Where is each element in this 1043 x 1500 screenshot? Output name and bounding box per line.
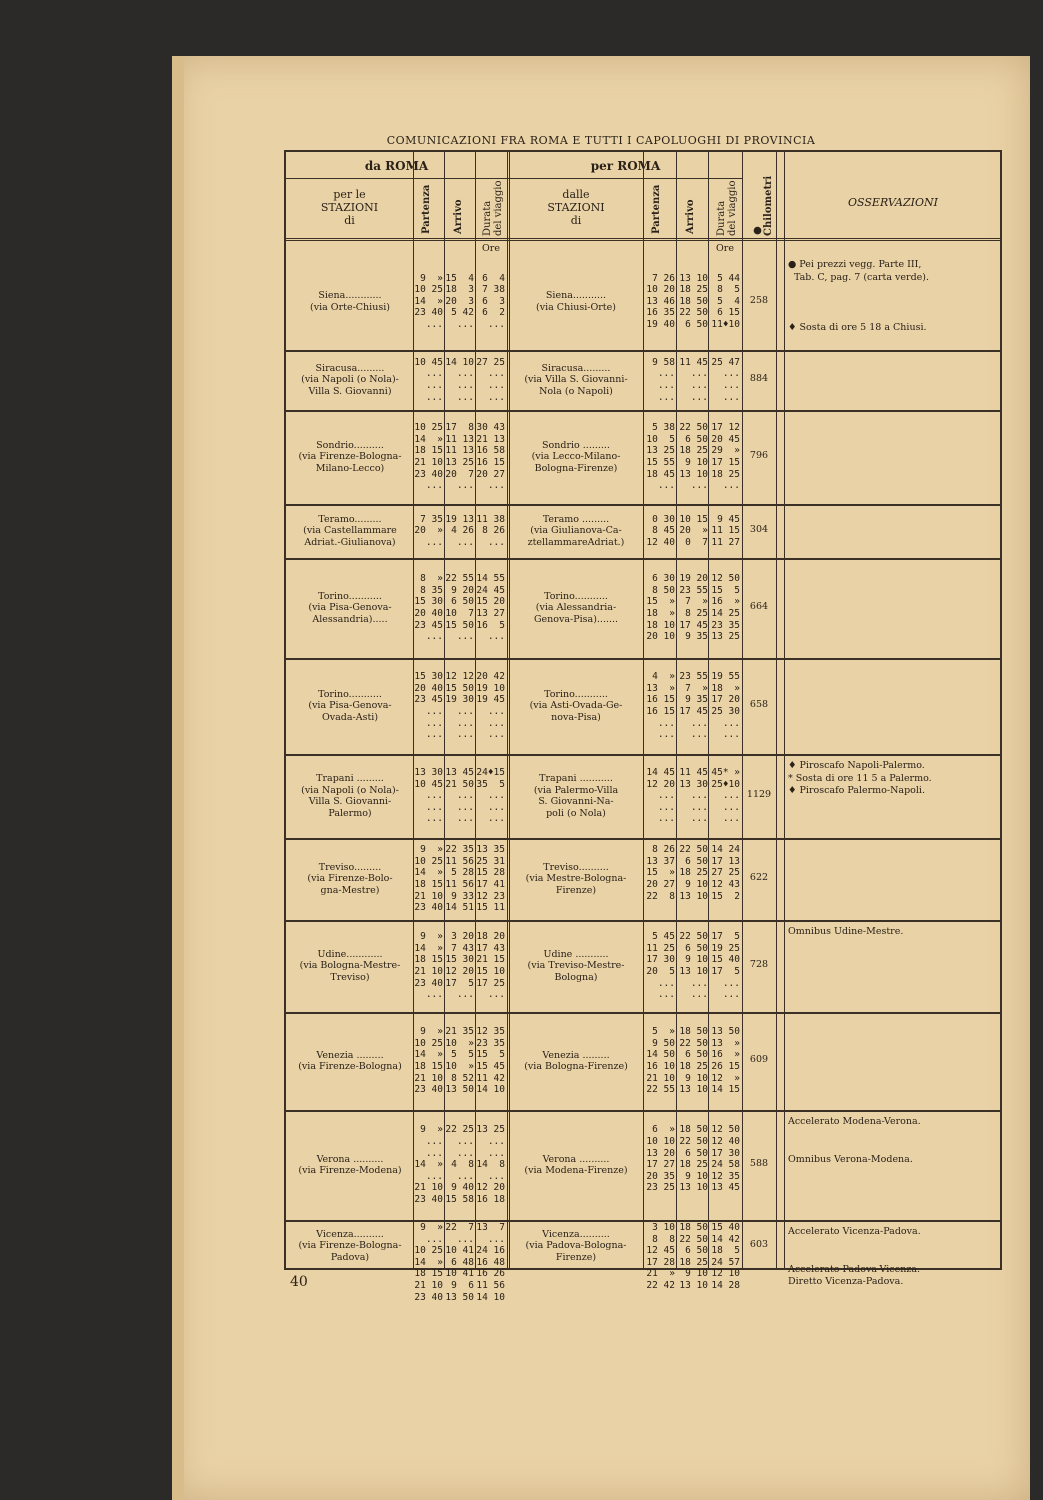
timetable-row xyxy=(286,1012,1000,1110)
chilometri-value: 258 xyxy=(749,294,769,306)
timetable-row xyxy=(286,754,1000,838)
row-divider xyxy=(286,754,1000,756)
dep-cell: 6 30 8 50 15 » 18 » 18 10 20 10 xyxy=(646,573,675,643)
page-number: 40 xyxy=(290,1274,308,1290)
arr-cell: 17 8 11 13 11 13 13 25 20 7 ... xyxy=(445,422,474,492)
dur-cell: 12 50 12 40 17 30 24 58 12 35 13 45 xyxy=(711,1124,740,1194)
header-durata: Durata del viaggio xyxy=(482,180,504,236)
arr-cell: 19 13 4 26 ... xyxy=(445,513,474,548)
header-partenza: Partenza xyxy=(421,184,432,234)
header-partenza-2: Partenza xyxy=(651,184,662,234)
dep-cell: 0 30 8 45 12 40 xyxy=(646,513,675,548)
arr-cell: 22 50 6 50 9 10 13 10 ... ... xyxy=(679,931,708,1001)
page-heading: COMUNICAZIONI FRA ROMA E TUTTI I CAPOLUOGHI DI PROVINCIA xyxy=(386,134,816,147)
station-from: Vicenza.......... (via Firenze-Bologna- Padova) xyxy=(298,1228,402,1263)
dep-cell: 9 » 10 25 14 » 23 40 ... xyxy=(414,272,443,330)
dep-cell: 9 » 14 » 18 15 21 10 23 40 ... xyxy=(414,931,443,1001)
header-arrivo: Arrivo xyxy=(453,199,464,234)
osservazioni-note: ♦ Piroscafo Napoli-Palermo. * Sosta di ore 11 5 a Palermo. ♦ Piroscafo Palermo-Napoli. xyxy=(788,760,932,796)
chilometri-value: 304 xyxy=(749,524,769,535)
dep-cell: 5 » 9 50 14 50 16 10 21 10 22 55 xyxy=(646,1026,675,1096)
chilometri-value: 588 xyxy=(749,1158,769,1169)
arr-cell: 11 45 13 30 ... ... ... xyxy=(679,767,708,825)
dep-cell: 8 » 8 35 15 30 20 40 23 45 ... xyxy=(414,573,443,643)
dep-cell: 10 45 ... ... ... xyxy=(414,356,443,403)
header-chilometri: ● Chilometri xyxy=(752,175,774,236)
chilometri-value: 1129 xyxy=(746,789,772,800)
document-page xyxy=(172,56,1030,1500)
header-rule xyxy=(286,238,1000,239)
station-to: Treviso.......... (via Mestre-Bologna- Firenze) xyxy=(525,861,627,896)
dep-cell: 9 58 ... ... ... xyxy=(652,356,675,403)
station-to: Udine ........... (via Treviso-Mestre- Bologna) xyxy=(527,948,625,983)
dep-cell: 9 » 10 25 14 » 18 15 21 10 23 40 xyxy=(414,844,443,914)
station-from: Verona .......... (via Firenze-Modena) xyxy=(298,1153,402,1176)
dep-cell: 3 10 8 8 12 45 17 28 21 » 22 42 xyxy=(646,1222,675,1291)
header-osservazioni: OSSERVAZIONI xyxy=(848,196,938,209)
osservazioni-note: Omnibus Udine-Mestre. xyxy=(788,926,904,937)
dep-cell: 9 » 10 25 14 » 18 15 21 10 23 40 xyxy=(414,1026,443,1096)
arr-cell: 18 50 22 50 6 50 18 25 9 10 13 10 xyxy=(679,1222,708,1291)
chilometri-value: 728 xyxy=(749,959,769,970)
row-divider xyxy=(286,838,1000,840)
chilometri-value: 603 xyxy=(749,1239,769,1250)
row-divider xyxy=(286,658,1000,660)
chilometri-value: 609 xyxy=(749,1054,769,1065)
dep-cell: 9 » ... ... 14 » ... 21 10 23 40 xyxy=(414,1124,443,1205)
header-arrivo-2: Arrivo xyxy=(685,199,696,234)
arr-cell: 21 35 10 » 5 5 10 » 8 52 13 50 xyxy=(445,1026,474,1096)
header-rule xyxy=(286,240,1000,241)
dep-cell: 14 45 12 20 ... ... ... xyxy=(646,767,675,825)
dur-cell: 9 45 11 15 11 27 xyxy=(711,513,740,548)
arr-cell: 15 4 18 3 20 3 5 42 ... xyxy=(445,272,474,330)
timetable-row xyxy=(286,1110,1000,1220)
dur-cell: 17 12 20 45 29 » 17 15 18 25 ... xyxy=(711,422,740,492)
station-from: Udine............ (via Bologna-Mestre- Treviso) xyxy=(299,948,401,983)
station-from: Sondrio.......... (via Firenze-Bologna- Milano-Lecco) xyxy=(298,439,402,474)
dep-cell: 8 26 13 37 15 » 20 27 22 8 xyxy=(646,844,675,902)
dur-cell: 19 55 18 » 17 20 25 30 ... ... xyxy=(711,671,740,741)
station-to: Trapani ........... (via Palermo-Villa S. Giovanni-Na- poli (o Nola) xyxy=(533,773,619,819)
dur-cell: 14 24 17 13 27 25 12 43 15 2 xyxy=(711,844,740,902)
dur-cell: 20 42 19 10 19 45 ... ... ... xyxy=(476,671,505,741)
station-from: Trapani ......... (via Napoli (o Nola)- Villa S. Giovanni- Palermo) xyxy=(301,773,399,819)
timetable-row xyxy=(286,504,1000,558)
timetable-row xyxy=(286,350,1000,410)
dep-cell: 7 26 10 20 13 46 16 35 19 40 xyxy=(646,272,675,330)
dur-cell: 5 44 8 5 5 4 6 15 11♦10 xyxy=(711,272,740,330)
dur-cell: 13 7 ... 24 16 16 48 16 26 11 56 14 10 xyxy=(476,1222,505,1303)
arr-cell: 22 7 ... 10 41 6 48 10 41 9 6 13 50 xyxy=(445,1222,474,1303)
osservazioni-note: ● Pei prezzi vegg. Parte III, Tab. C, pag. 7 (carta verde). ♦ Sosta di ore 5 18 a Chiusi. xyxy=(788,259,930,333)
dur-cell: 13 25 ... ... 14 8 ... 12 20 16 18 xyxy=(476,1124,505,1205)
dep-cell: 9 » ... 10 25 14 » 18 15 21 10 23 40 xyxy=(414,1222,443,1303)
station-to: Vicenza.......... (via Padova-Bologna- Firenze) xyxy=(525,1228,627,1263)
station-to: Siena........... (via Chiusi-Orte) xyxy=(536,290,616,313)
dep-cell: 5 38 10 5 13 25 15 55 18 45 ... xyxy=(646,422,675,492)
timetable-row xyxy=(286,253,1000,350)
dur-cell: 11 38 8 26 ... xyxy=(476,513,505,548)
chilometri-value: 884 xyxy=(749,373,769,384)
dur-cell: 30 43 21 13 16 58 16 15 20 27 ... xyxy=(476,422,505,492)
station-to: Verona .......... (via Modena-Firenze) xyxy=(524,1153,628,1176)
dur-cell: 6 4 7 38 6 3 6 2 ... xyxy=(482,272,505,330)
header-per-le-stazioni: per le STAZIONI di xyxy=(320,188,379,227)
arr-cell: 3 20 7 43 15 30 12 20 17 5 ... xyxy=(445,931,474,1001)
dur-cell: 15 40 14 42 18 5 24 57 12 10 14 28 xyxy=(711,1222,740,1291)
row-divider xyxy=(286,1110,1000,1112)
header-per-roma: per ROMA xyxy=(590,159,661,173)
dur-cell: 18 20 17 43 21 15 15 10 17 25 ... xyxy=(476,931,505,1001)
timetable-row xyxy=(286,410,1000,504)
dur-cell: 14 55 24 45 15 20 13 27 16 5 ... xyxy=(476,573,505,643)
row-divider xyxy=(286,558,1000,560)
station-from: Teramo......... (via Castellammare Adriat.-Giulianova) xyxy=(303,513,397,548)
arr-cell: 12 12 15 50 19 30 ... ... ... xyxy=(445,671,474,741)
station-from: Treviso......... (via Firenze-Bolo- gna-Mestre) xyxy=(307,861,393,896)
station-to: Venezia ......... (via Bologna-Firenze) xyxy=(524,1049,628,1072)
timetable-row xyxy=(286,920,1000,1012)
timetable-row xyxy=(286,558,1000,658)
dur-cell: 27 25 ... ... ... xyxy=(476,356,505,403)
ore-label: Ore xyxy=(482,243,500,254)
timetable-row xyxy=(286,658,1000,754)
station-from: Siena............ (via Orte-Chiusi) xyxy=(310,290,390,313)
chilometri-value: 622 xyxy=(749,872,769,883)
row-divider xyxy=(286,504,1000,506)
arr-cell: 18 50 22 50 6 50 18 25 9 10 13 10 xyxy=(679,1124,708,1194)
ore-label-2: Ore xyxy=(716,243,734,254)
timetable xyxy=(284,150,1002,1303)
station-from: Torino........... (via Pisa-Genova- Alessandria)..... xyxy=(308,590,392,625)
station-to: Teramo ......... (via Giulianova-Ca- ztellammareAdriat.) xyxy=(527,513,625,548)
arr-cell: 13 10 18 25 18 50 22 50 6 50 xyxy=(679,272,708,330)
dur-cell: 13 50 13 » 16 » 26 15 12 » 14 15 xyxy=(711,1026,740,1096)
dur-cell: 25 47 ... ... ... xyxy=(711,356,740,403)
arr-cell: 11 45 ... ... ... xyxy=(679,356,708,403)
arr-cell: 18 50 22 50 6 50 18 25 9 10 13 10 xyxy=(679,1026,708,1096)
header-durata-2: Durata del viaggio xyxy=(716,180,738,236)
dur-cell: 13 35 25 31 15 28 17 41 12 23 15 11 xyxy=(476,844,505,914)
timetable-row xyxy=(286,838,1000,920)
dep-cell: 13 30 10 45 ... ... ... xyxy=(414,767,443,825)
dep-cell: 6 » 10 10 13 20 17 27 20 35 23 25 xyxy=(646,1124,675,1194)
dep-cell: 4 » 13 » 16 15 16 15 ... ... xyxy=(646,671,675,741)
station-from: Venezia ......... (via Firenze-Bologna) xyxy=(298,1049,402,1072)
header-da-roma: da ROMA xyxy=(364,159,429,173)
osservazioni-note: Accelerato Vicenza-Padova. Accelerato Padova-Vicenza. Diretto Vicenza-Padova. xyxy=(788,1226,921,1287)
row-divider xyxy=(286,1220,1000,1222)
dep-cell: 7 35 20 » ... xyxy=(414,513,443,548)
header-dalle-stazioni: dalle STAZIONI di xyxy=(547,188,605,227)
chilometri-value: 796 xyxy=(749,450,769,461)
arr-cell: 23 55 7 » 9 35 17 45 ... ... xyxy=(679,671,708,741)
arr-cell: 10 15 20 » 0 7 xyxy=(679,513,708,548)
station-to: Torino........... (via Asti-Ovada-Ge- nova-Pisa) xyxy=(529,688,623,723)
row-divider xyxy=(286,1012,1000,1014)
station-to: Sondrio ......... (via Lecco-Milano- Bologna-Firenze) xyxy=(531,439,621,474)
arr-cell: 14 10 ... ... ... xyxy=(445,356,474,403)
timetable-row xyxy=(286,1220,1000,1303)
row-divider xyxy=(286,350,1000,352)
station-to: Torino........... (via Alessandria- Genova-Pisa)....... xyxy=(533,590,619,625)
dur-cell: 17 5 19 25 15 40 17 5 ... ... xyxy=(711,931,740,1001)
dep-cell: 10 25 14 » 18 15 21 10 23 40 ... xyxy=(414,422,443,492)
chilometri-value: 664 xyxy=(749,601,769,612)
osservazioni-note: Accelerato Modena-Verona. Omnibus Verona-Modena. xyxy=(788,1116,921,1165)
station-to: Siracusa......... (via Villa S. Giovanni- Nola (o Napoli) xyxy=(524,362,628,397)
header-rule xyxy=(286,178,742,179)
arr-cell: 13 45 21 50 ... ... ... xyxy=(445,767,474,825)
dur-cell: 12 50 15 5 16 » 14 25 23 35 13 25 xyxy=(711,573,740,643)
arr-cell: 22 55 9 20 6 50 10 7 15 50 ... xyxy=(445,573,474,643)
station-from: Torino........... (via Pisa-Genova- Ovada-Asti) xyxy=(308,688,392,723)
dur-cell: 45* » 25♦10 ... ... ... xyxy=(711,767,740,825)
row-divider xyxy=(286,410,1000,412)
chilometri-value: 658 xyxy=(749,699,769,710)
arr-cell: 22 50 6 50 18 25 9 10 13 10 ... xyxy=(679,422,708,492)
arr-cell: 22 35 11 56 5 28 11 56 9 33 14 51 xyxy=(445,844,474,914)
page-edge xyxy=(172,56,184,1500)
station-from: Siracusa......... (via Napoli (o Nola)- Villa S. Giovanni) xyxy=(301,362,399,397)
dur-cell: 24♦15 35 5 ... ... ... xyxy=(476,767,505,825)
arr-cell: 22 25 ... ... 4 8 ... 9 40 15 58 xyxy=(445,1124,474,1205)
row-divider xyxy=(286,920,1000,922)
dur-cell: 12 35 23 35 15 5 15 45 11 42 14 10 xyxy=(476,1026,505,1096)
dep-cell: 15 30 20 40 23 45 ... ... ... xyxy=(414,671,443,741)
arr-cell: 22 50 6 50 18 25 9 10 13 10 xyxy=(679,844,708,902)
arr-cell: 19 20 23 55 7 » 8 25 17 45 9 35 xyxy=(679,573,708,643)
dep-cell: 5 45 11 25 17 30 20 5 ... ... xyxy=(646,931,675,1001)
